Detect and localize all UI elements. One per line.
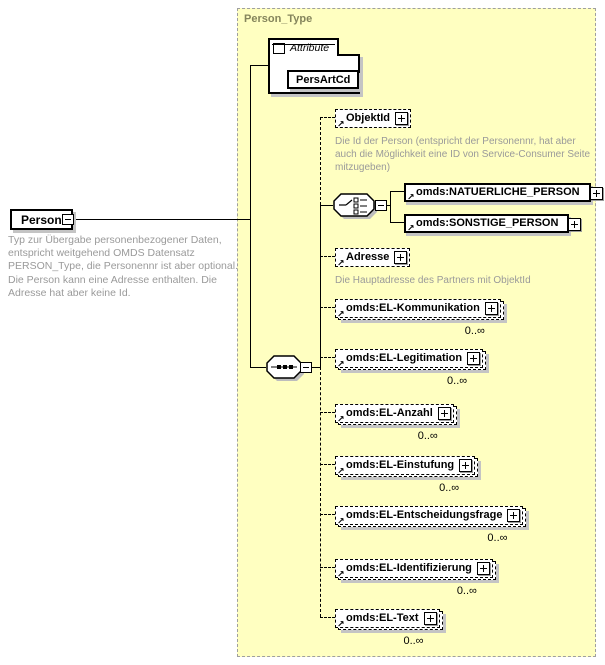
element-reference-icon: ↗: [337, 359, 345, 370]
cardinality-label: 0..∞: [439, 481, 460, 494]
cardinality-label: 0..∞: [456, 584, 477, 597]
element-el-kommunikation-box[interactable]: [335, 299, 501, 318]
connector-attribute-stub: [250, 65, 268, 66]
expand-icon-objektid[interactable]: [395, 112, 408, 125]
element-el-text: [335, 608, 440, 647]
connector-stub-adresse: [320, 256, 335, 257]
connector-stub-el-einstufung: [320, 464, 335, 465]
collapse-icon-person[interactable]: [62, 214, 74, 225]
expand-icon-el-einstufung[interactable]: [459, 459, 472, 472]
complex-type-title: Person_Type: [244, 13, 313, 25]
element-objektid-box[interactable]: [335, 109, 411, 128]
element-adresse-annotation: Die Hauptadresse des Partners mit ObjektId: [335, 274, 531, 286]
element-el-kommunikation: [335, 298, 501, 337]
element-objektid-annotation: Die Id der Person (entspricht der Personennr, hat aber auch die Möglichkeit eine ID von Service-Consumer Seite mitzugeben): [335, 135, 591, 173]
cardinality-label: 0..∞: [487, 531, 508, 544]
collapse-icon-attributes[interactable]: [273, 43, 285, 54]
attribute-persartcd[interactable]: [287, 70, 359, 89]
connector-branch-sonstige: [390, 222, 404, 223]
element-reference-icon: ↗: [407, 192, 415, 203]
element-reference-icon: ↗: [337, 466, 345, 477]
attribute-persartcd-label: PersArtCd: [296, 73, 351, 86]
connector-stub-el-kommunikation: [320, 307, 335, 308]
element-el-entscheidungsfrage: [335, 505, 523, 544]
element-objektid: [335, 108, 591, 174]
connector-branch-natuerliche: [390, 191, 404, 192]
element-el-entscheidungsfrage-box[interactable]: [335, 506, 523, 525]
element-el-kommunikation-label: omds:EL-Kommunikation: [346, 302, 480, 314]
expand-icon-el-entscheidungsfrage[interactable]: [507, 509, 520, 522]
element-el-entscheidungsfrage-label: omds:EL-Entscheidungsfrage: [346, 509, 503, 521]
element-el-anzahl-box[interactable]: [335, 404, 454, 423]
element-el-einstufung: [335, 455, 475, 494]
connector-children-trunk-upper: [320, 117, 321, 205]
expand-icon-adresse[interactable]: [394, 251, 407, 264]
element-el-einstufung-box[interactable]: [335, 456, 475, 475]
element-adresse: [335, 247, 595, 287]
element-el-text-label: omds:EL-Text: [346, 612, 419, 624]
element-el-einstufung-label: omds:EL-Einstufung: [346, 459, 455, 471]
expand-icon-el-identifizierung[interactable]: [477, 562, 490, 575]
connector-person-to-type: [74, 219, 250, 220]
element-reference-icon: ↗: [337, 516, 345, 527]
expand-icon-natuerliche-person[interactable]: [590, 187, 603, 200]
connector-children-trunk-mid: [320, 205, 321, 367]
choice-icon: [333, 193, 379, 222]
element-adresse-label: Adresse: [346, 251, 390, 263]
connector-stub-choice: [320, 205, 333, 206]
connector-stub-el-legitimation: [320, 357, 335, 358]
element-natuerliche-person-label: omds:NATUERLICHE_PERSON: [416, 186, 580, 198]
connector-stub-objektid: [320, 117, 335, 118]
cardinality-label: 0..∞: [403, 634, 424, 647]
element-reference-icon: ↗: [337, 569, 345, 580]
element-sonstige-person-box[interactable]: [404, 214, 569, 233]
connector-stub-el-anzahl: [320, 412, 335, 413]
connector-stub-el-identifizierung: [320, 567, 335, 568]
element-el-legitimation-box[interactable]: [335, 349, 483, 368]
element-el-identifizierung-label: omds:EL-Identifizierung: [346, 562, 472, 574]
cardinality-label: 0..∞: [417, 429, 438, 442]
element-reference-icon: ↗: [407, 223, 415, 234]
element-el-legitimation-label: omds:EL-Legitimation: [346, 352, 463, 364]
element-reference-icon: ↗: [337, 119, 345, 130]
element-el-identifizierung-box[interactable]: [335, 559, 493, 578]
element-reference-icon: ↗: [337, 619, 345, 630]
element-el-anzahl: [335, 403, 454, 442]
collapse-icon-choice[interactable]: [375, 200, 387, 211]
cardinality-label: 0..∞: [464, 324, 485, 337]
element-reference-icon: ↗: [337, 309, 345, 320]
element-objektid-label: ObjektId: [346, 112, 391, 124]
choice-compositor: [333, 193, 379, 222]
element-natuerliche-person-box[interactable]: [404, 183, 591, 202]
element-el-anzahl-label: omds:EL-Anzahl: [346, 407, 433, 419]
element-sonstige-person: [404, 213, 569, 233]
element-sonstige-person-label: omds:SONSTIGE_PERSON: [416, 217, 559, 229]
connector-children-trunk-lower: [320, 367, 321, 617]
connector-stub-el-text: [320, 617, 335, 618]
expand-icon-el-legitimation[interactable]: [467, 352, 480, 365]
attribute-section-tab: [268, 38, 339, 56]
attribute-section-label: Attribute: [290, 42, 330, 54]
connector-sequence-stub: [250, 367, 266, 368]
element-adresse-box[interactable]: [335, 248, 410, 267]
connector-choice-branch: [390, 191, 391, 223]
connector-sequence-out: [312, 367, 320, 368]
element-person-annotation: Typ zur Übergabe personenbezogener Daten, entspricht weitgehend OMDS Datensatz PERSON_Type, die Personennr ist aber optional. Die Person kann eine Adresse enthalten. Die Adresse hat aber keine Id.: [8, 234, 238, 299]
element-reference-icon: ↗: [337, 414, 345, 425]
element-el-legitimation: [335, 348, 483, 387]
connector-stub-el-entscheidungsfrage: [320, 514, 335, 515]
element-natuerliche-person: [404, 182, 591, 202]
connector-type-trunk: [250, 65, 251, 368]
expand-icon-el-text[interactable]: [424, 612, 437, 625]
element-person-label: Person: [21, 212, 62, 227]
expand-icon-el-anzahl[interactable]: [438, 407, 451, 420]
collapse-icon-sequence[interactable]: [300, 362, 312, 373]
sequence-compositor: [266, 355, 307, 384]
cardinality-label: 0..∞: [447, 374, 468, 387]
element-el-text-box[interactable]: [335, 609, 440, 628]
element-el-identifizierung: [335, 558, 493, 597]
element-reference-icon: ↗: [337, 258, 345, 269]
expand-icon-el-kommunikation[interactable]: [485, 302, 498, 315]
expand-icon-sonstige-person[interactable]: [568, 218, 581, 231]
